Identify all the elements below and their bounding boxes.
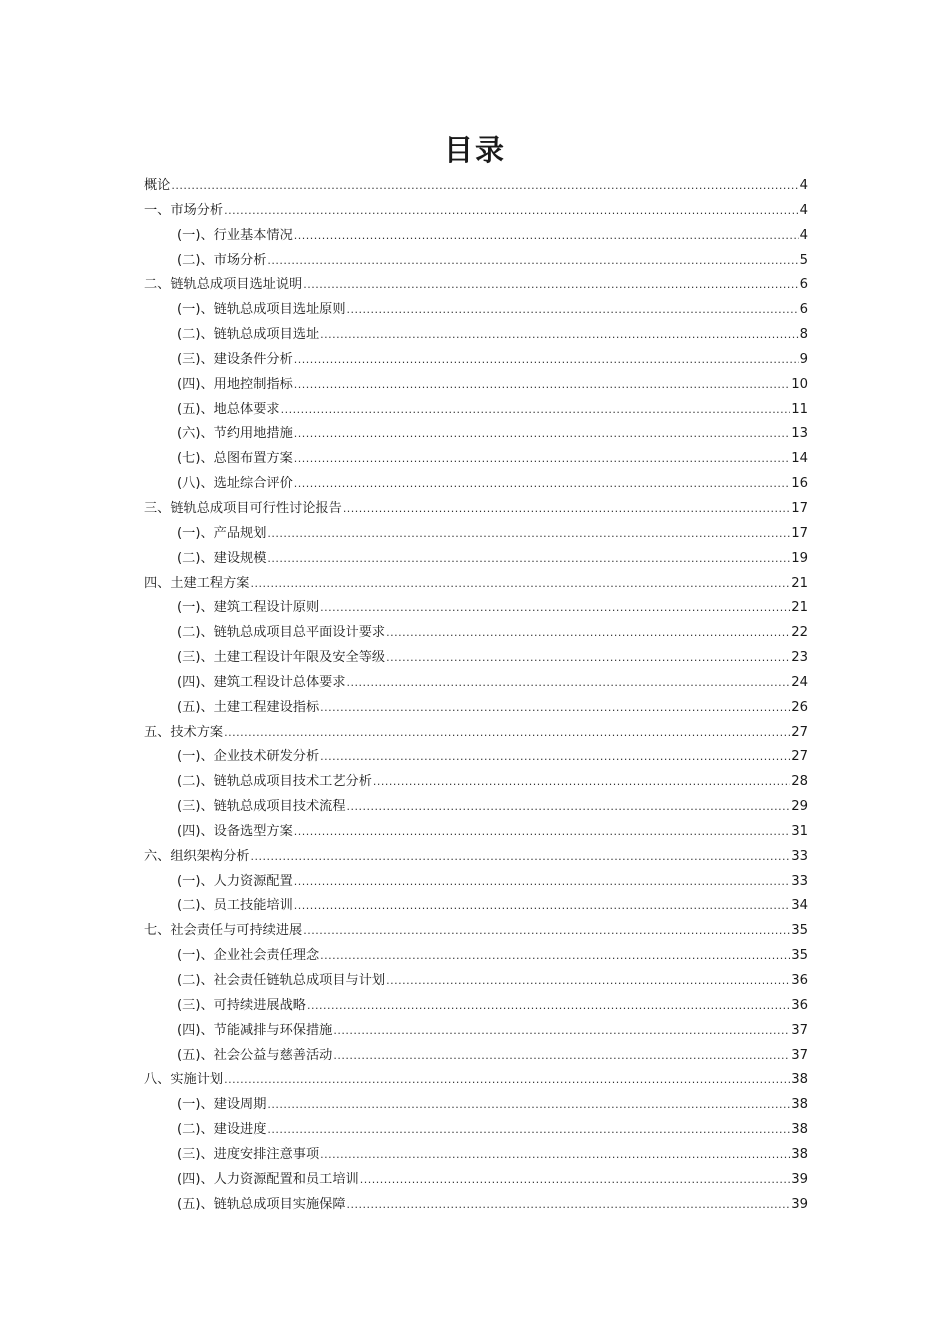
toc-dot-leader (333, 1044, 790, 1069)
toc-dot-leader (347, 795, 791, 820)
toc-entry[interactable] (144, 1118, 808, 1143)
toc-page-number: 21 (791, 575, 808, 591)
toc-page-number: 13 (791, 426, 808, 442)
toc-page-number: 10 (791, 376, 808, 392)
toc-entry-title: (三)、可持续进展战略 (177, 997, 306, 1013)
toc-entry-title: (三)、链轨总成项目技术流程 (177, 799, 346, 815)
toc-dot-leader (373, 770, 790, 795)
toc-entry[interactable] (144, 795, 808, 820)
toc-page-number: 37 (791, 1022, 808, 1038)
toc-dot-leader (320, 696, 790, 721)
toc-entry[interactable] (144, 273, 808, 298)
toc-entry-title: (二)、建设规模 (177, 550, 267, 566)
toc-entry-title: (一)、人力资源配置 (177, 873, 293, 889)
toc-entry-title: (四)、节能减排与环保措施 (177, 1022, 333, 1038)
toc-entry[interactable] (144, 174, 808, 199)
toc-entry[interactable] (144, 224, 808, 249)
toc-dot-leader (303, 273, 798, 298)
toc-entry[interactable] (144, 646, 808, 671)
toc-page-number: 35 (791, 923, 808, 939)
toc-dot-leader (294, 870, 790, 895)
toc-dot-leader (294, 348, 799, 373)
toc-entry[interactable] (144, 1019, 808, 1044)
toc-entry-title: (四)、设备选型方案 (177, 823, 293, 839)
toc-entry[interactable] (144, 919, 808, 944)
toc-entry-title: (一)、产品规划 (177, 525, 267, 541)
toc-entry[interactable] (144, 199, 808, 224)
toc-page-number: 17 (791, 525, 808, 541)
toc-entry[interactable] (144, 944, 808, 969)
toc-entry[interactable] (144, 249, 808, 274)
toc-entry-title: 一、市场分析 (144, 202, 224, 218)
toc-page-number: 38 (791, 1146, 808, 1162)
toc-entry[interactable] (144, 1143, 808, 1168)
toc-entry-title: (二)、链轨总成项目选址 (177, 327, 320, 343)
toc-entry-title: (五)、地总体要求 (177, 401, 280, 417)
toc-page-number: 5 (799, 252, 808, 268)
toc-entry[interactable] (144, 1044, 808, 1069)
toc-dot-leader (294, 447, 790, 472)
toc-entry[interactable] (144, 348, 808, 373)
toc-page-number: 24 (791, 674, 808, 690)
toc-dot-leader (386, 621, 790, 646)
toc-page-number: 4 (799, 202, 808, 218)
toc-entry[interactable] (144, 373, 808, 398)
toc-entry-title: (四)、人力资源配置和员工培训 (177, 1171, 359, 1187)
toc-page-number: 4 (799, 178, 808, 193)
toc-dot-leader (251, 572, 791, 597)
toc-dot-leader (386, 969, 790, 994)
toc-entry-title: (三)、建设条件分析 (177, 351, 293, 367)
toc-entry-title: 八、实施计划 (144, 1072, 224, 1088)
toc-dot-leader (281, 398, 791, 423)
toc-entry-title: (五)、社会公益与慈善活动 (177, 1047, 333, 1063)
toc-page-number: 38 (791, 1072, 808, 1088)
toc-entry[interactable] (144, 1168, 808, 1193)
toc-page-number: 9 (799, 351, 808, 367)
toc-dot-leader (171, 174, 798, 199)
toc-entry-title: (六)、节约用地措施 (177, 426, 293, 442)
toc-entry[interactable] (144, 522, 808, 547)
table-of-contents (144, 174, 808, 1217)
toc-entry-title: (一)、企业技术研发分析 (177, 749, 320, 765)
toc-entry[interactable] (144, 1068, 808, 1093)
toc-page-number: 22 (791, 625, 808, 641)
toc-dot-leader (386, 646, 790, 671)
toc-entry-title: (一)、建筑工程设计原则 (177, 600, 320, 616)
toc-dot-leader (224, 199, 798, 224)
toc-entry[interactable] (144, 323, 808, 348)
toc-page-number: 37 (791, 1047, 808, 1063)
toc-page-number: 23 (791, 650, 808, 666)
toc-dot-leader (294, 422, 790, 447)
toc-page-number: 33 (791, 848, 808, 864)
toc-entry[interactable] (144, 969, 808, 994)
toc-dot-leader (333, 1019, 790, 1044)
toc-dot-leader (294, 472, 790, 497)
toc-entry[interactable] (144, 1193, 808, 1218)
toc-entry-title: (五)、土建工程建设指标 (177, 699, 320, 715)
toc-entry-title: (三)、土建工程设计年限及安全等级 (177, 650, 386, 666)
toc-entry[interactable] (144, 447, 808, 472)
toc-page-number: 39 (791, 1196, 808, 1212)
toc-page-number: 38 (791, 1122, 808, 1138)
toc-entry-title: (二)、社会责任链轨总成项目与计划 (177, 973, 386, 988)
toc-dot-leader (267, 1093, 790, 1118)
toc-entry[interactable] (144, 547, 808, 572)
toc-entry[interactable] (144, 894, 808, 919)
toc-entry-title: 二、链轨总成项目选址说明 (144, 277, 303, 293)
toc-dot-leader (303, 919, 790, 944)
toc-page-number: 14 (791, 451, 808, 467)
toc-dot-leader (343, 497, 790, 522)
toc-dot-leader (267, 249, 798, 274)
toc-page-number: 38 (791, 1097, 808, 1113)
toc-entry-title: 四、土建工程方案 (144, 575, 250, 591)
toc-page-number: 36 (791, 973, 808, 988)
toc-entry-title: (四)、用地控制指标 (177, 376, 293, 392)
toc-page-number: 6 (799, 302, 808, 318)
toc-page-number: 4 (799, 227, 808, 243)
toc-dot-leader (320, 323, 798, 348)
toc-page-number: 39 (791, 1171, 808, 1187)
toc-dot-leader (294, 373, 790, 398)
toc-entry-title: (二)、员工技能培训 (177, 898, 293, 914)
toc-entry-title: (三)、进度安排注意事项 (177, 1146, 320, 1162)
toc-dot-leader (347, 1193, 791, 1218)
toc-page-number: 26 (791, 699, 808, 715)
toc-dot-leader (224, 1068, 790, 1093)
toc-entry-title: 五、技术方案 (144, 724, 224, 740)
toc-dot-leader (320, 745, 790, 770)
toc-entry-title: 六、组织架构分析 (144, 848, 250, 864)
toc-entry-title: 三、链轨总成项目可行性讨论报告 (144, 500, 342, 516)
toc-entry-title: (七)、总图布置方案 (177, 451, 293, 467)
toc-entry-title: 七、社会责任与可持续进展 (144, 923, 303, 939)
toc-dot-leader (347, 298, 799, 323)
toc-entry-title: (四)、建筑工程设计总体要求 (177, 674, 346, 690)
toc-entry-title: (八)、选址综合评价 (177, 476, 293, 492)
toc-entry[interactable] (144, 422, 808, 447)
toc-entry[interactable] (144, 398, 808, 423)
toc-dot-leader (347, 671, 791, 696)
toc-page-number: 29 (791, 799, 808, 815)
toc-page-number: 21 (791, 600, 808, 616)
toc-dot-leader (251, 845, 791, 870)
toc-entry-title: (一)、链轨总成项目选址原则 (177, 302, 346, 318)
toc-entry[interactable] (144, 994, 808, 1019)
toc-entry[interactable] (144, 298, 808, 323)
toc-entry-title: (一)、建设周期 (177, 1097, 267, 1113)
toc-page-number: 33 (791, 873, 808, 889)
toc-entry[interactable] (144, 820, 808, 845)
toc-page-number: 31 (791, 823, 808, 839)
toc-dot-leader (294, 894, 790, 919)
toc-entry-title: (二)、链轨总成项目总平面设计要求 (177, 625, 386, 641)
toc-entry[interactable] (144, 572, 808, 597)
toc-page-number: 19 (791, 550, 808, 566)
toc-page-number: 11 (791, 401, 808, 417)
toc-page-number: 28 (791, 774, 808, 790)
toc-entry[interactable] (144, 671, 808, 696)
toc-dot-leader (320, 944, 790, 969)
toc-entry-title: (二)、市场分析 (177, 252, 267, 268)
toc-page-number: 16 (791, 476, 808, 492)
toc-page-number: 6 (799, 277, 808, 293)
toc-entry-title: (二)、建设进度 (177, 1122, 267, 1138)
page-title: 目录 (443, 133, 506, 167)
toc-entry[interactable] (144, 870, 808, 895)
toc-entry-title: (二)、链轨总成项目技术工艺分析 (177, 774, 372, 790)
toc-page-number: 27 (791, 749, 808, 765)
toc-dot-leader (294, 820, 790, 845)
toc-dot-leader (267, 547, 790, 572)
toc-entry[interactable] (144, 596, 808, 621)
toc-page-number: 34 (791, 898, 808, 914)
toc-entry[interactable] (144, 721, 808, 746)
toc-page-number: 35 (791, 948, 808, 964)
toc-dot-leader (307, 994, 790, 1019)
toc-entry[interactable] (144, 1093, 808, 1118)
toc-entry[interactable] (144, 621, 808, 646)
toc-entry[interactable] (144, 472, 808, 497)
toc-entry[interactable] (144, 745, 808, 770)
toc-dot-leader (267, 1118, 790, 1143)
toc-dot-leader (224, 721, 790, 746)
toc-entry[interactable] (144, 696, 808, 721)
toc-entry[interactable] (144, 845, 808, 870)
toc-dot-leader (267, 522, 790, 547)
toc-entry-title: (一)、行业基本情况 (177, 227, 293, 243)
toc-entry[interactable] (144, 497, 808, 522)
toc-dot-leader (294, 224, 799, 249)
toc-dot-leader (320, 1143, 790, 1168)
toc-page-number: 27 (791, 724, 808, 740)
toc-page-number: 36 (791, 997, 808, 1013)
toc-dot-leader (360, 1168, 790, 1193)
toc-page-number: 17 (791, 500, 808, 516)
toc-dot-leader (320, 596, 790, 621)
toc-entry-title: 概论 (144, 178, 171, 193)
toc-entry-title: (一)、企业社会责任理念 (177, 948, 320, 964)
toc-page-number: 8 (799, 327, 808, 343)
toc-entry[interactable] (144, 770, 808, 795)
toc-entry-title: (五)、链轨总成项目实施保障 (177, 1196, 346, 1212)
